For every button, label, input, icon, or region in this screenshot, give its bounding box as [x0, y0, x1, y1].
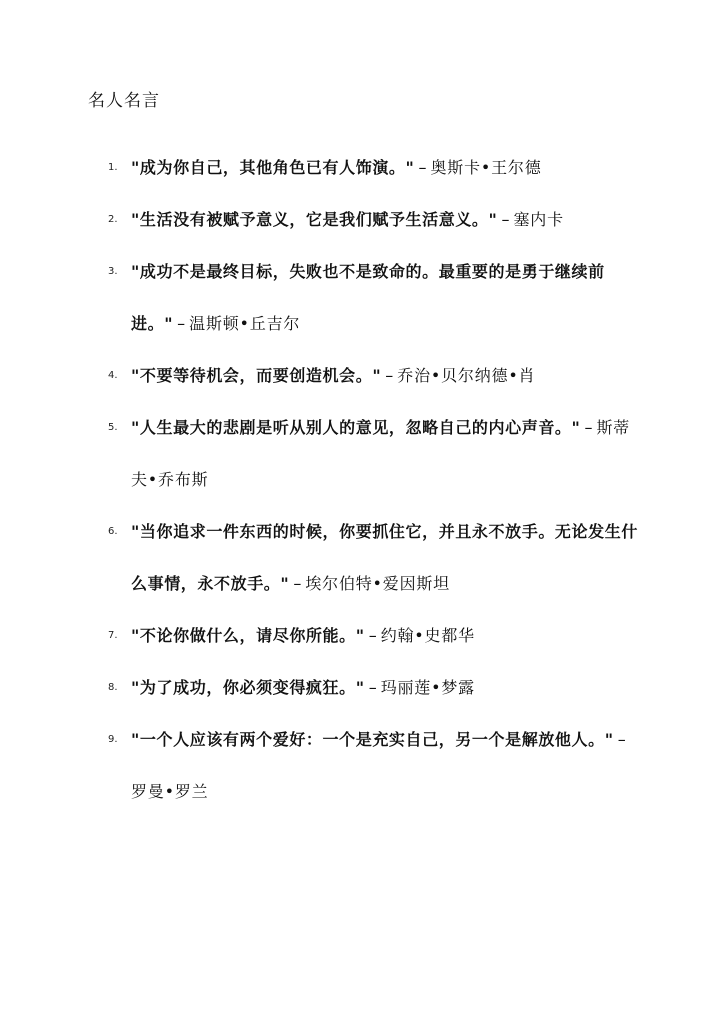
quote-item-3 [0, 246, 720, 350]
quote-item-4 [0, 350, 720, 402]
quote-item-6 [0, 506, 720, 610]
quote-text: "成为你自己，其他角色已有人饰演。" [131, 158, 415, 177]
quote-author: 埃尔伯特•爱因斯坦 [305, 574, 450, 593]
quote-item-7 [0, 610, 720, 662]
page-title: 名人名言 [88, 91, 160, 111]
quote-text: "成功不是最终目标，失败也不是致命的。最重要的是勇于继续前进。" [131, 262, 605, 333]
quote-author: 乔治•贝尔纳德•肖 [397, 366, 536, 385]
quote-item-2 [0, 194, 720, 246]
quote-item-9 [0, 714, 720, 818]
quote-number: 4. [108, 370, 118, 381]
quote-author: 塞内卡 [513, 210, 564, 229]
quote-dash: – [293, 574, 302, 593]
quote-dash: – [584, 418, 593, 437]
quote-item-5 [0, 402, 720, 506]
quote-number: 7. [108, 630, 118, 641]
quote-dash: – [501, 210, 510, 229]
quote-author: 约翰•史都华 [380, 626, 475, 645]
quote-author: 奥斯卡•王尔德 [430, 158, 542, 177]
quote-dash: – [418, 158, 427, 177]
quote-dash: – [177, 314, 186, 333]
quote-item-8 [0, 662, 720, 714]
quote-number: 9. [108, 734, 118, 745]
quote-author: 斯蒂夫•乔布斯 [131, 418, 631, 489]
quote-dash: – [617, 730, 626, 749]
quote-dash: – [385, 366, 394, 385]
quote-text: "人生最大的悲剧是听从别人的意见，忽略自己的内心声音。" [131, 418, 581, 437]
quote-author: 玛丽莲•梦露 [380, 678, 475, 697]
quote-text: "不要等待机会，而要创造机会。" [131, 366, 382, 385]
quote-author: 罗曼•罗兰 [131, 782, 209, 801]
quote-number: 1. [108, 162, 118, 173]
quote-text: "当你追求一件东西的时候，你要抓住它，并且永不放手。无论发生什么事情，永不放手。" [131, 522, 638, 593]
quote-number: 5. [108, 422, 118, 433]
quote-text: "生活没有被赋予意义，它是我们赋予生活意义。" [131, 210, 498, 229]
quote-number: 8. [108, 682, 118, 693]
quote-item-1 [0, 142, 720, 194]
quote-dash: – [368, 626, 377, 645]
quote-text: "一个人应该有两个爱好：一个是充实自己，另一个是解放他人。" [131, 730, 614, 749]
quote-author: 温斯顿•丘吉尔 [189, 314, 301, 333]
quote-number: 3. [108, 266, 118, 277]
quote-dash: – [368, 678, 377, 697]
quote-number: 2. [108, 214, 118, 225]
quote-number: 6. [108, 526, 118, 537]
quote-text: "为了成功，你必须变得疯狂。" [131, 678, 365, 697]
quote-list [0, 142, 720, 818]
quote-text: "不论你做什么，请尽你所能。" [131, 626, 365, 645]
